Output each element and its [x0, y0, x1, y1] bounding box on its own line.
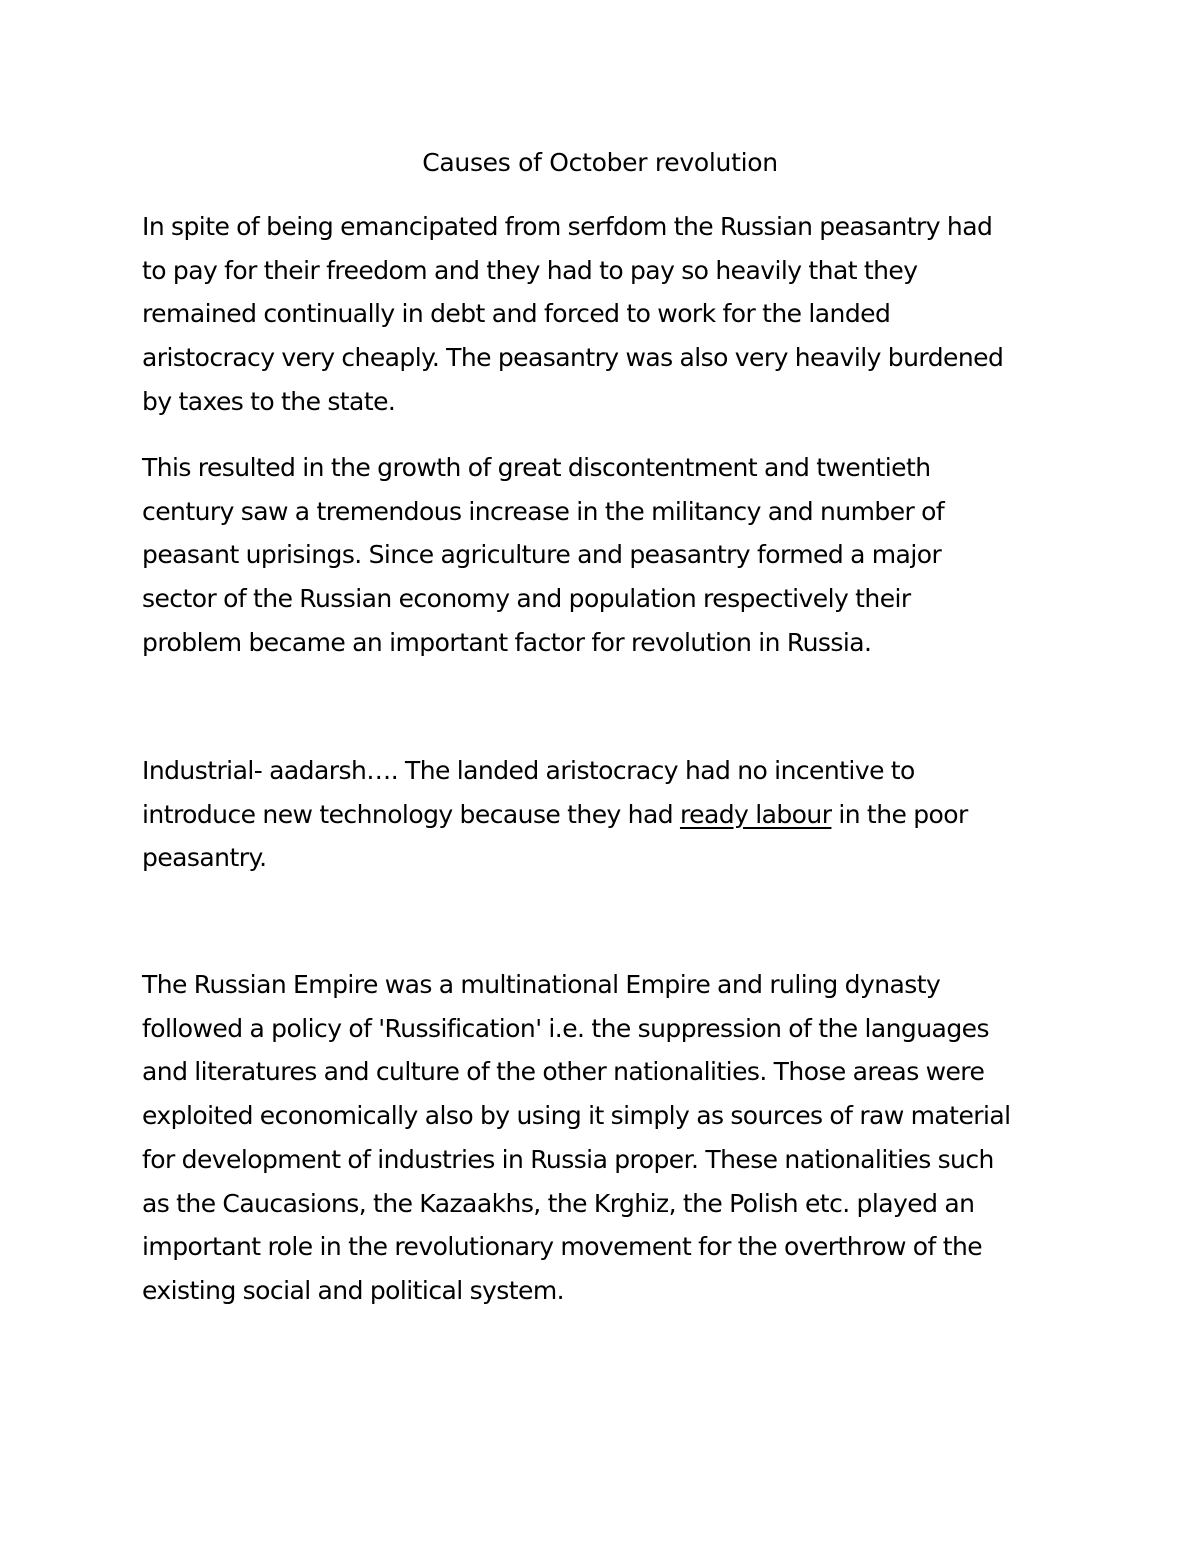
text-line: peasant uprisings. Since agriculture and peasantry formed a major — [142, 540, 942, 570]
text-line: This resulted in the growth of great discontentment and twentieth — [142, 453, 931, 482]
text-line: Industrial- aadarsh…. The landed aristocracy had no incentive to — [142, 756, 915, 785]
text-line: The Russian Empire was a multinational Empire and ruling dynasty — [142, 970, 941, 999]
text-line: sector of the Russian economy and population respectively their — [142, 584, 911, 614]
text-line: followed a policy of 'Russification' i.e. the suppression of the languages — [142, 1013, 989, 1043]
text-line: as the Caucasions, the Kazaakhs, the Krghiz, the Polish etc. played an — [142, 1188, 975, 1218]
text-line: important role in the revolutionary movement for the overthrow of the — [142, 1232, 983, 1262]
text-line: century saw a tremendous increase in the militancy and number of — [142, 496, 945, 526]
text-line: exploited economically also by using it simply as sources of raw material — [142, 1101, 1011, 1131]
text-line: for development of industries in Russia proper. These nationalities such — [142, 1144, 994, 1174]
text-line: peasantry. — [142, 843, 267, 873]
text-segment: in the poor — [831, 799, 968, 829]
text-line: aristocracy very cheaply. The peasantry was also very heavily burdened — [142, 343, 1004, 373]
text-line: remained continually in debt and forced to work for the landed — [142, 299, 891, 329]
paragraph-russification — [142, 963, 1062, 1313]
paragraph-peasantry — [142, 205, 1062, 424]
text-line: and literatures and culture of the other nationalities. Those areas were — [142, 1057, 985, 1087]
text-segment: introduce new technology because they had — [142, 799, 680, 829]
paragraph-discontentment — [142, 446, 1062, 665]
text-line: problem became an important factor for revolution in Russia. — [142, 627, 872, 657]
text-line: existing social and political system. — [142, 1275, 565, 1305]
text-line — [142, 793, 1062, 837]
text-line: to pay for their freedom and they had to pay so heavily that they — [142, 255, 918, 285]
underlined-phrase: ready labour — [679, 799, 832, 829]
text-line: by taxes to the state. — [142, 386, 396, 416]
text-line: In spite of being emancipated from serfdom the Russian peasantry had — [142, 212, 993, 241]
document-title: Causes of October revolution — [422, 148, 778, 177]
paragraph-industrial — [142, 749, 1062, 880]
